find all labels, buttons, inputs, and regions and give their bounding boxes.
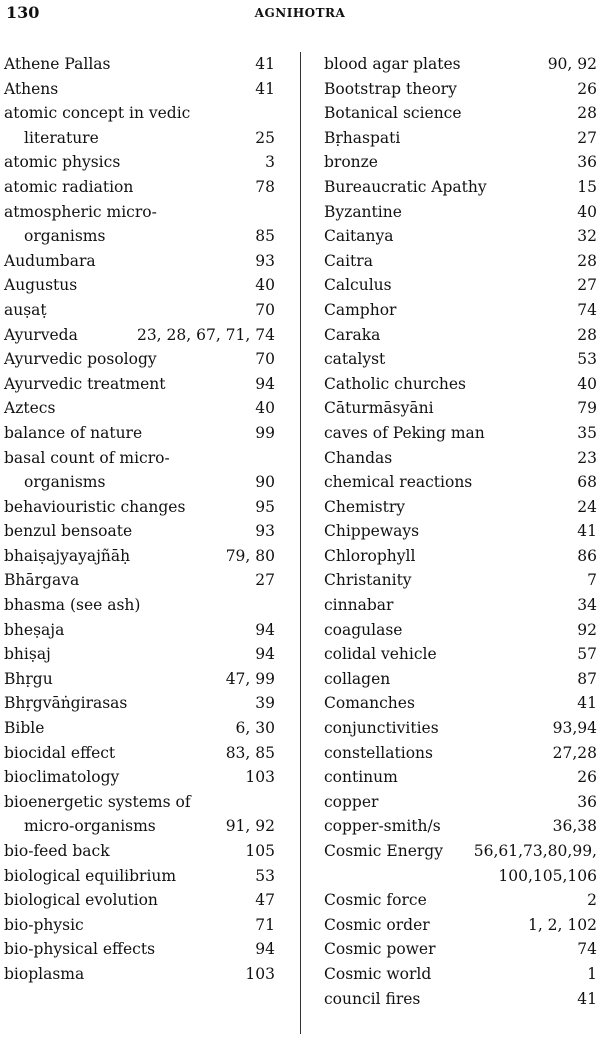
index-page-refs: 100,105,106: [498, 866, 597, 885]
index-column-left: [4, 52, 275, 987]
running-title: AGNIHOTRA: [254, 6, 346, 20]
index-term: Bootstrap theory: [324, 79, 457, 98]
index-entry: [324, 814, 597, 839]
index-term: Cosmic force: [324, 891, 427, 910]
index-entry: [4, 77, 275, 102]
index-column-right: [324, 52, 597, 1011]
index-page-refs: 83, 85: [225, 743, 275, 762]
index-page-refs: 36: [577, 792, 597, 811]
index-entry: [4, 642, 275, 667]
index-term: bioplasma: [4, 964, 85, 983]
index-term: organisms: [24, 227, 106, 246]
index-entry: [4, 716, 275, 741]
index-page-refs: 78: [255, 177, 275, 196]
index-entry: [4, 200, 275, 225]
index-page-refs: 85: [255, 227, 275, 246]
index-page-refs: 36: [577, 153, 597, 172]
index-entry: [4, 372, 275, 397]
index-entry: [4, 446, 275, 471]
index-entry: [324, 691, 597, 716]
index-term: benzul bensoate: [4, 522, 133, 541]
index-page-refs: 91, 92: [225, 817, 275, 836]
index-page-refs: 27: [577, 276, 597, 295]
index-entry: [324, 618, 597, 643]
index-entry: [324, 150, 597, 175]
index-entry: [4, 126, 275, 151]
index-term: caves of Peking man: [324, 423, 485, 442]
index-entry: [324, 101, 597, 126]
index-page-refs: 90: [255, 473, 275, 492]
index-entry: [4, 298, 275, 323]
index-entry: [4, 568, 275, 593]
index-term: Ayurvedic posology: [4, 350, 157, 369]
index-term: constellations: [324, 743, 433, 762]
index-entry: [4, 962, 275, 987]
index-term: biological equilibrium: [4, 866, 177, 885]
index-term: Athens: [4, 79, 59, 98]
index-entry: [324, 323, 597, 348]
index-entry: [324, 667, 597, 692]
index-page-refs: 99: [255, 423, 275, 442]
index-entry: [4, 814, 275, 839]
index-page-refs: 41: [577, 694, 597, 713]
index-entry: [324, 249, 597, 274]
index-page-refs: 35: [577, 423, 597, 442]
page-number: 130: [6, 3, 40, 22]
index-entry: [324, 372, 597, 397]
index-page-refs: 32: [577, 227, 597, 246]
index-entry: [4, 790, 275, 815]
index-term: bronze: [324, 153, 378, 172]
index-term: Calculus: [324, 276, 392, 295]
index-page-refs: 70: [255, 300, 275, 319]
index-page-refs: 53: [255, 866, 275, 885]
index-entry: [4, 347, 275, 372]
index-page-refs: 93,94: [552, 719, 597, 738]
index-entry: [324, 298, 597, 323]
index-entry: [324, 421, 597, 446]
index-term: Ayurveda: [4, 325, 78, 344]
index-term: Bhṛgvāṅgirasas: [4, 694, 128, 713]
index-entry: [324, 790, 597, 815]
index-entry: [324, 495, 597, 520]
index-page-refs: 47, 99: [225, 669, 275, 688]
index-term: biological evolution: [4, 891, 158, 910]
index-term: balance of nature: [4, 423, 143, 442]
index-entry: [324, 716, 597, 741]
index-page-refs: 79, 80: [225, 546, 275, 565]
index-entry: [324, 839, 597, 864]
index-page-refs: 94: [255, 940, 275, 959]
index-entry: [4, 765, 275, 790]
index-term: Cosmic power: [324, 940, 436, 959]
index-page-refs: 103: [245, 768, 275, 787]
index-page-refs: 93: [255, 251, 275, 270]
index-term: bhiṣaj: [4, 645, 51, 664]
index-entry: [4, 593, 275, 618]
index-entry: [324, 52, 597, 77]
index-page-refs: 26: [577, 768, 597, 787]
index-entry: [324, 224, 597, 249]
index-entry: [324, 937, 597, 962]
page-header: [0, 0, 600, 30]
index-page-refs: 28: [577, 325, 597, 344]
index-term: basal count of micro-: [4, 448, 170, 467]
index-term: Bṛhaspati: [324, 128, 401, 147]
index-term: catalyst: [324, 350, 386, 369]
index-entry: [4, 323, 275, 348]
index-term: copper-smith/s: [324, 817, 441, 836]
index-page-refs: 40: [577, 374, 597, 393]
index-term: Caraka: [324, 325, 381, 344]
index-page-refs: 36,38: [552, 817, 597, 836]
index-term: bioenergetic systems of: [4, 792, 191, 811]
index-term: conjunctivities: [324, 719, 439, 738]
index-entry: [4, 495, 275, 520]
index-term: bhasma (see ash): [4, 596, 141, 615]
index-term: atmospheric micro-: [4, 202, 157, 221]
index-page-refs: 93: [255, 522, 275, 541]
index-page-refs: 105: [245, 842, 275, 860]
index-entry: [324, 765, 597, 790]
index-term: atomic concept in vedic: [4, 104, 191, 123]
index-entry: [4, 421, 275, 446]
index-page-refs: 90, 92: [547, 55, 597, 73]
index-page-refs: 70: [255, 350, 275, 369]
index-page-refs: 41: [255, 79, 275, 98]
index-term: Chandas: [324, 448, 393, 467]
index-term: Bible: [4, 719, 45, 738]
index-term: chemical reactions: [324, 473, 473, 492]
index-term: micro-organisms: [24, 817, 156, 836]
index-term: literature: [24, 128, 99, 147]
index-page-refs: 74: [577, 300, 597, 319]
index-entry: [4, 741, 275, 766]
index-term: coagulase: [324, 620, 403, 639]
index-page-refs: 6, 30: [235, 719, 275, 738]
index-page-refs: 41: [255, 55, 275, 73]
index-term: Botanical science: [324, 104, 462, 123]
index-page-refs: 87: [577, 669, 597, 688]
index-page-refs: 25: [255, 128, 275, 147]
index-page-refs: 24: [577, 497, 597, 516]
index-page-refs: 23, 28, 67, 71, 74: [136, 325, 275, 344]
index-page-refs: 41: [577, 522, 597, 541]
index-term: biocidal effect: [4, 743, 116, 762]
index-entry: [4, 150, 275, 175]
index-entry: [324, 396, 597, 421]
index-entry: [324, 888, 597, 913]
index-term: Aztecs: [4, 399, 56, 418]
index-entry: [4, 175, 275, 200]
index-entry: [4, 544, 275, 569]
index-term: Cosmic world: [324, 964, 432, 983]
index-page-refs: 28: [577, 104, 597, 123]
index-page-refs: 2: [587, 891, 597, 910]
index-page-refs: 71: [255, 915, 275, 934]
index-entry: [324, 568, 597, 593]
index-entry: [324, 519, 597, 544]
index-term: bheṣaja: [4, 620, 65, 639]
index-page-refs: 1: [587, 964, 597, 983]
index-page-refs: 40: [577, 202, 597, 221]
index-entry: [324, 77, 597, 102]
index-term: Cosmic order: [324, 915, 430, 934]
index-entry: [4, 396, 275, 421]
index-term: atomic physics: [4, 153, 121, 172]
index-page-refs: 103: [245, 964, 275, 983]
index-term: bio-feed back: [4, 842, 110, 860]
index-entry: [4, 691, 275, 716]
index-entry: [4, 273, 275, 298]
index-page-refs: 15: [577, 177, 597, 196]
index-term: Christanity: [324, 571, 412, 590]
index-entry: [324, 470, 597, 495]
index-term: Chlorophyll: [324, 546, 416, 565]
index-entry: [4, 519, 275, 544]
index-page-refs: 74: [577, 940, 597, 959]
index-term: Bureaucratic Apathy: [324, 177, 487, 196]
index-term: Augustus: [4, 276, 78, 295]
index-term: Bhārgava: [4, 571, 80, 590]
index-page-refs: 23: [577, 448, 597, 467]
index-entry: [4, 913, 275, 938]
index-term: bio-physic: [4, 915, 84, 934]
index-term: behaviouristic changes: [4, 497, 186, 516]
index-page-refs: 39: [255, 694, 275, 713]
index-term: Caitanya: [324, 227, 394, 246]
index-term: Ayurvedic treatment: [4, 374, 166, 393]
index-page-refs: 94: [255, 645, 275, 664]
index-page-refs: 68: [577, 473, 597, 492]
index-term: Byzantine: [324, 202, 402, 221]
index-term: blood agar plates: [324, 55, 461, 73]
index-page-refs: 27,28: [552, 743, 597, 762]
index-entry: [4, 888, 275, 913]
index-page-refs: 57: [577, 645, 597, 664]
index-term: Chemistry: [324, 497, 406, 516]
index-term: council fires: [324, 989, 421, 1008]
index-term: bhaiṣajyayajñāḥ: [4, 546, 131, 565]
index-term: bio-physical effects: [4, 940, 156, 959]
index-entry: [324, 741, 597, 766]
index-term: auṣaṭ: [4, 300, 47, 319]
index-entry: [324, 200, 597, 225]
index-page-refs: 53: [577, 350, 597, 369]
index-term: copper: [324, 792, 379, 811]
index-term: organisms: [24, 473, 106, 492]
index-term: Catholic churches: [324, 374, 467, 393]
index-page-refs: 86: [577, 546, 597, 565]
index-entry: [4, 839, 275, 864]
index-page-refs: 94: [255, 620, 275, 639]
index-term: collagen: [324, 669, 391, 688]
index-page-refs: 27: [255, 571, 275, 590]
index-entry: [4, 864, 275, 889]
index-page-refs: 40: [255, 276, 275, 295]
index-page-refs: 27: [577, 128, 597, 147]
index-term: bioclimatology: [4, 768, 120, 787]
index-page-refs: 92: [577, 620, 597, 639]
index-entry: [4, 937, 275, 962]
index-entry: [4, 667, 275, 692]
index-page-refs: 1, 2, 102: [527, 915, 597, 934]
index-page-refs: 3: [265, 153, 275, 172]
index-entry: [324, 175, 597, 200]
index-entry: [324, 987, 597, 1012]
index-entry: [324, 347, 597, 372]
index-entry: [324, 544, 597, 569]
index-entry: [4, 618, 275, 643]
index-page-refs: 95: [255, 497, 275, 516]
index-term: continum: [324, 768, 398, 787]
index-term: Cosmic Energy: [324, 842, 443, 860]
index-term: Athene Pallas: [4, 55, 111, 73]
index-entry: [4, 470, 275, 495]
index-entry: [324, 864, 597, 889]
index-entry: [4, 101, 275, 126]
index-page-refs: 41: [577, 989, 597, 1008]
index-entry: [324, 446, 597, 471]
index-entry: [4, 52, 275, 77]
index-term: colidal vehicle: [324, 645, 437, 664]
index-page-refs: 56,61,73,80,99,: [473, 842, 597, 860]
index-term: Bhṛgu: [4, 669, 53, 688]
index-page-refs: 40: [255, 399, 275, 418]
index-entry: [324, 593, 597, 618]
index-term: Caitra: [324, 251, 373, 270]
index-entry: [4, 249, 275, 274]
index-entry: [324, 962, 597, 987]
column-divider: [300, 52, 301, 1034]
index-term: Cāturmāsyāni: [324, 399, 434, 418]
index-entry: [324, 642, 597, 667]
index-page-refs: 47: [255, 891, 275, 910]
index-term: Audumbara: [4, 251, 96, 270]
index-page-refs: 94: [255, 374, 275, 393]
index-term: Chippeways: [324, 522, 420, 541]
index-page-refs: 7: [587, 571, 597, 590]
index-term: cinnabar: [324, 596, 394, 615]
index-entry: [4, 224, 275, 249]
index-term: Comanches: [324, 694, 415, 713]
index-page-refs: 28: [577, 251, 597, 270]
index-page-refs: 79: [577, 399, 597, 418]
index-entry: [324, 126, 597, 151]
index-entry: [324, 913, 597, 938]
index-entry: [324, 273, 597, 298]
index-page-refs: 26: [577, 79, 597, 98]
index-page-refs: 34: [577, 596, 597, 615]
index-term: Camphor: [324, 300, 397, 319]
index-term: atomic radiation: [4, 177, 134, 196]
